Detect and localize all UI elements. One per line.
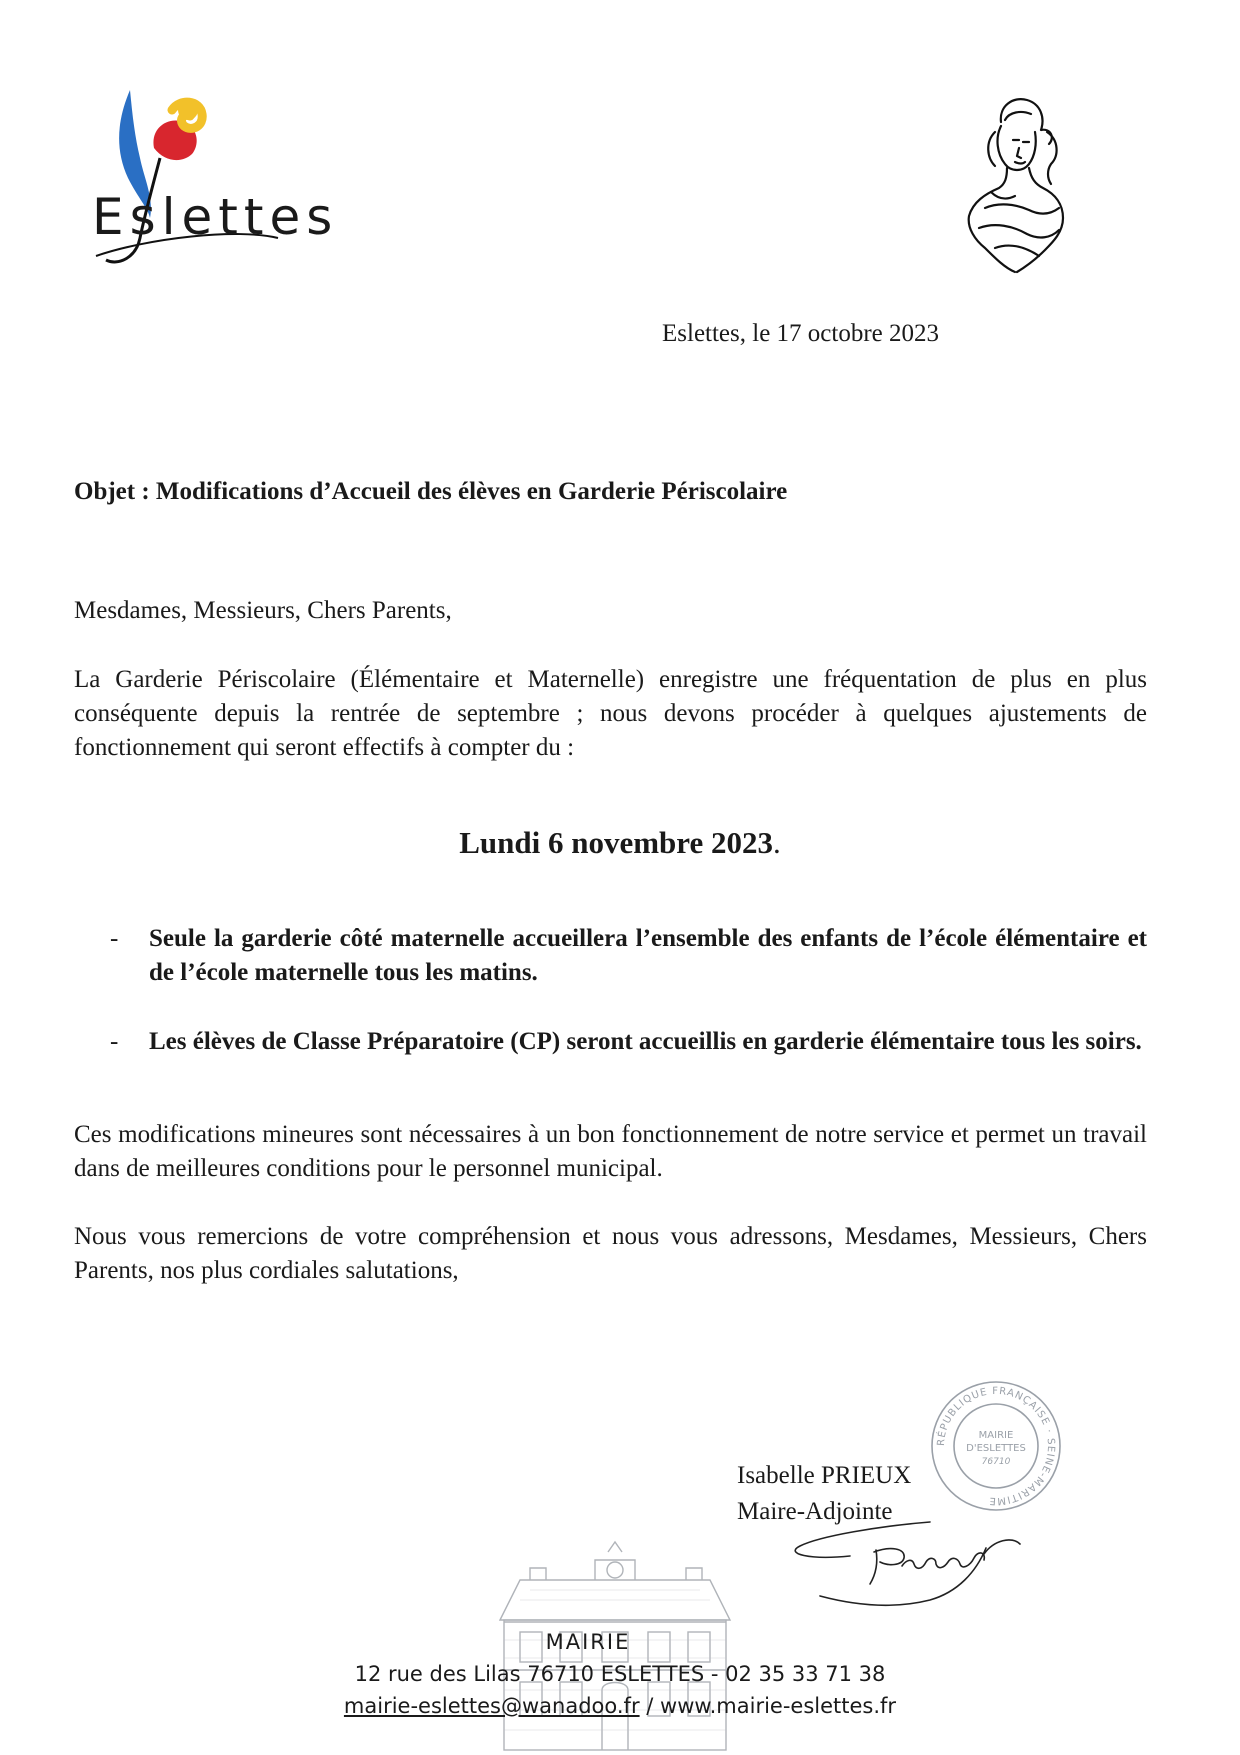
footer-contact	[0, 1694, 1240, 1718]
mairie-stamp-icon	[928, 1378, 1064, 1514]
signer-role: Maire-Adjointe	[737, 1498, 893, 1525]
marianne-bust-icon	[955, 92, 1075, 274]
footer-separator: /	[639, 1694, 661, 1718]
stamp-line-3: 76710	[981, 1457, 1011, 1467]
effective-date	[0, 825, 1240, 861]
body-paragraph: Ces modifications mineures sont nécessaires à un bon fonctionnement de notre service et permet un travail dans de meilleures conditions pour le personnel municipal.	[74, 1121, 1147, 1182]
signer-name: Isabelle PRIEUX	[737, 1462, 912, 1489]
eslettes-logo	[88, 88, 339, 278]
footer-address: 12 rue des Lilas 76710 ESLETTES - 02 35 33 71 38	[354, 1662, 886, 1686]
footer-email-link[interactable]: mairie-eslettes@wanadoo.fr	[343, 1694, 640, 1718]
bullet-text: Les élèves de Classe Préparatoire (CP) seront accueillis en garderie élémentaire tous les soirs.	[149, 1028, 1142, 1055]
stamp-ring-text: RÉPUBLIQUE FRANÇAISE · SEINE-MARITIME	[935, 1385, 1057, 1507]
letter-subject: Objet : Modifications d’Accueil des élèves en Garderie Périscolaire	[74, 478, 788, 505]
footer-mairie-label: MAIRIE	[545, 1630, 631, 1654]
letter-date: Eslettes, le 17 octobre 2023	[662, 320, 940, 347]
list-item	[110, 922, 1147, 992]
handwritten-signature-icon	[780, 1500, 1040, 1610]
logo-text: Eslettes	[92, 188, 339, 246]
stamp-line-2: D'ESLETTES	[966, 1443, 1026, 1454]
flower-logo-icon	[88, 88, 328, 278]
bullet-text: Seule la garderie côté maternelle accueillera l’ensemble des enfants de l’école élémentaire et de l’école maternelle tous les matins.	[149, 925, 1147, 986]
letter-salutation: Mesdames, Messieurs, Chers Parents,	[74, 597, 452, 624]
stamp-line-1: MAIRIE	[978, 1430, 1014, 1441]
list-item	[110, 1025, 1147, 1095]
intro-paragraph: La Garderie Périscolaire (Élémentaire et Maternelle) enregistre une fréquentation de plus en plus conséquente depuis la rentrée de septembre ; nous devons procéder à quelques ajustements de fonctionnement qui seront effectifs à compter du :	[74, 666, 1147, 761]
closing-paragraph: Nous vous remercions de votre compréhension et nous vous adressons, Mesdames, Messieurs, Chers Parents, nos plus cordiales salutations,	[74, 1223, 1147, 1284]
effective-date-text: Lundi 6 novembre 2023	[459, 825, 774, 860]
bullet-dash: -	[110, 1028, 119, 1055]
footer-website[interactable]: www.mairie-eslettes.fr	[660, 1694, 897, 1718]
bullet-dash: -	[110, 925, 119, 952]
effective-date-punct: .	[773, 825, 781, 860]
